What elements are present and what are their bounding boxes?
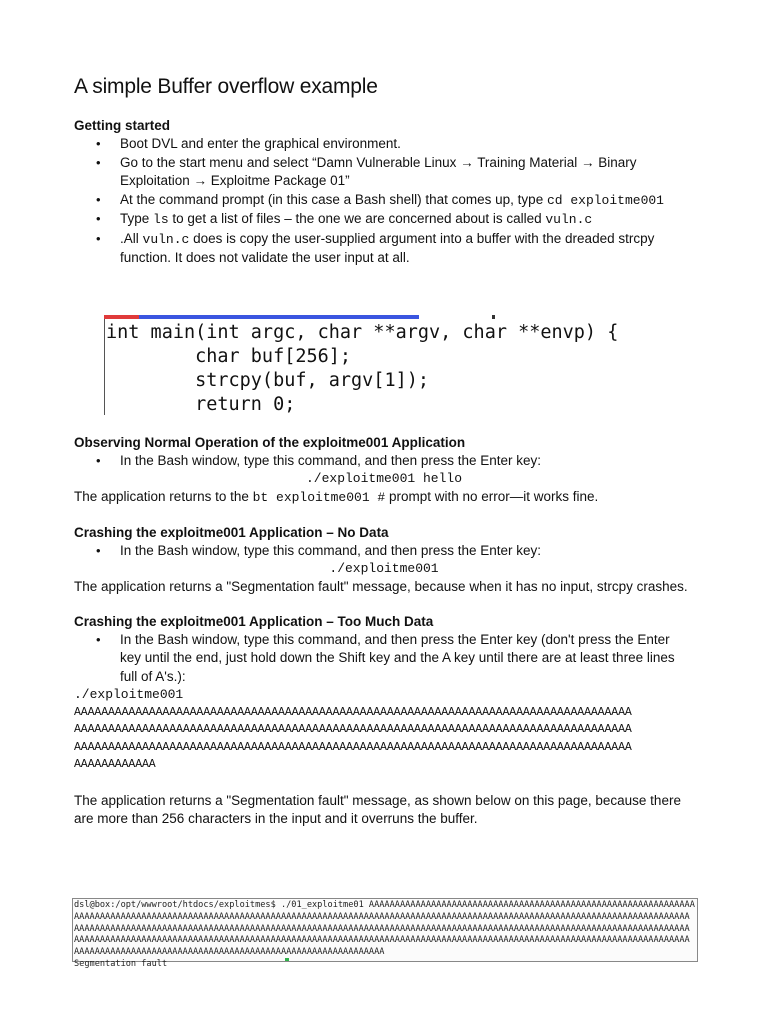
list-item: • In the Bash window, type this command, and then press the Enter key (don't press the Enter key until the end, just hold down the Shift key and the A key until there are at least three lines full of A's.): xyxy=(74,631,694,687)
a-string-line: AAAAAAAAAAAAAAAAAAAAAAAAAAAAAAAAAAAAAAAAAAAAAAAAAAAAAAAAAAAAAAAAAAAAAAAAAAAAAAAAAA xyxy=(74,705,632,719)
result-post: prompt with no error—it works fine. xyxy=(385,489,599,504)
list-item: • In the Bash window, type this command, and then press the Enter key: xyxy=(74,542,694,561)
command-line: ./exploitme001 xyxy=(329,561,439,576)
list-item: • Boot DVL and enter the graphical environment. xyxy=(74,135,694,154)
item-text: At the command prompt (in this case a Bash shell) that comes up, type xyxy=(120,191,547,207)
no-data-list xyxy=(74,542,694,561)
code-line: strcpy(buf, argv[1]); xyxy=(106,370,430,391)
heading-normal-operation: Observing Normal Operation of the exploitme001 Application xyxy=(74,434,466,450)
inline-code: vuln.c xyxy=(142,231,190,247)
terminal-line: AAAAAAAAAAAAAAAAAAAAAAAAAAAAAAAAAAAAAAAAAAAAAAAAAAAAAAAAAAAAAAAAAAAAAAAAAAAAAAAAAAAAAAAAAAAAAAAAAAAAAAAAAAAAAAAAAAAAAAA xyxy=(74,923,690,934)
section-too-much-data xyxy=(74,613,694,829)
code-block xyxy=(106,321,618,417)
inline-code: cd exploitme001 xyxy=(546,192,664,208)
result-text: The application returns a "Segmentation fault" message, because when it has no input, strcpy crashes. xyxy=(74,579,688,594)
list-item: • In the Bash window, type this command, and then press the Enter key: xyxy=(74,452,694,471)
section-normal-operation xyxy=(74,434,694,508)
code-line: return 0; xyxy=(106,394,296,415)
terminal-line: Segmentation fault xyxy=(74,958,168,969)
list-item: • Go to the start menu and select “Damn Vulnerable Linux → Training Material → Binary Exploitation → Exploitme Package 01” xyxy=(74,154,694,191)
section-no-data xyxy=(74,524,694,597)
heading-too-much-data: Crashing the exploitme001 Application – Too Much Data xyxy=(74,613,434,629)
page-title: A simple Buffer overflow example xyxy=(74,75,378,98)
document-page xyxy=(74,74,694,829)
terminal-screenshot xyxy=(72,898,698,969)
list-item xyxy=(74,230,694,268)
cursor-mark xyxy=(285,958,289,961)
terminal-line: AAAAAAAAAAAAAAAAAAAAAAAAAAAAAAAAAAAAAAAAAAAAAAAAAAAAAAAAAAAA xyxy=(74,947,385,958)
terminal-output xyxy=(73,899,697,972)
item-text: Type xyxy=(120,211,154,226)
command-line: ./exploitme001 xyxy=(74,687,184,702)
list-item xyxy=(74,191,694,211)
getting-started-list xyxy=(74,135,694,268)
snippet-edge xyxy=(104,319,105,415)
snippet-highlight-blue xyxy=(139,315,419,319)
command-line: ./exploitme001 hello xyxy=(305,471,463,486)
item-text: to get a list of files – the one we are concerned about is called xyxy=(168,211,546,226)
heading-no-data: Crashing the exploitme001 Application – No Data xyxy=(74,524,389,540)
item-text: does is copy the user-supplied argument into a buffer with the dreaded strcpy function. It does not validate the user input at all. xyxy=(120,230,655,265)
a-string-line: AAAAAAAAAAAAAAAAAAAAAAAAAAAAAAAAAAAAAAAAAAAAAAAAAAAAAAAAAAAAAAAAAAAAAAAAAAAAAAAAAA xyxy=(74,740,632,754)
terminal-line: dsl@box:/opt/wwwroot/htdocs/exploitmes$ ./01_exploitme01 AAAAAAAAAAAAAAAAAAAAAAAAAAAAAAAAAAAAAAAAAAAAAAAAAAAAAAAAAAAAAAA xyxy=(74,900,695,910)
terminal-line: AAAAAAAAAAAAAAAAAAAAAAAAAAAAAAAAAAAAAAAAAAAAAAAAAAAAAAAAAAAAAAAAAAAAAAAAAAAAAAAAAAAAAAAAAAAAAAAAAAAAAAAAAAAAAAAAAAAAAAA xyxy=(74,935,690,946)
inline-code: ls xyxy=(153,212,169,227)
a-string-line: AAAAAAAAAAAAAAAAAAAAAAAAAAAAAAAAAAAAAAAAAAAAAAAAAAAAAAAAAAAAAAAAAAAAAAAAAAAAAAAAAA xyxy=(74,723,632,736)
list-item xyxy=(74,210,694,230)
item-text: .All xyxy=(120,230,143,246)
heading-getting-started: Getting started xyxy=(74,118,171,133)
inline-code: vuln.c xyxy=(545,212,593,227)
code-line: char buf[256]; xyxy=(106,346,352,367)
inline-code: bt exploitme001 # xyxy=(252,490,386,505)
result-text: The application returns a "Segmentation fault" message, as shown below on this page, because there are more than 256 characters in the input and it overruns the buffer. xyxy=(74,792,681,826)
result-pre: The application returns to the xyxy=(74,489,253,504)
snippet-highlight-red xyxy=(104,315,139,319)
code-line: int main(int argc, char **argv, char **envp) { xyxy=(106,322,619,343)
snippet-marker xyxy=(492,315,495,319)
a-string-line: AAAAAAAAAAAA xyxy=(74,758,156,771)
spacer xyxy=(74,774,694,792)
result-text xyxy=(74,488,694,508)
code-snippet-image xyxy=(104,315,664,419)
normal-operation-list xyxy=(74,452,694,471)
terminal-line: AAAAAAAAAAAAAAAAAAAAAAAAAAAAAAAAAAAAAAAAAAAAAAAAAAAAAAAAAAAAAAAAAAAAAAAAAAAAAAAAAAAAAAAAAAAAAAAAAAAAAAAAAAAAAAAAAAAAAAA xyxy=(74,911,690,922)
too-much-list xyxy=(74,631,694,687)
